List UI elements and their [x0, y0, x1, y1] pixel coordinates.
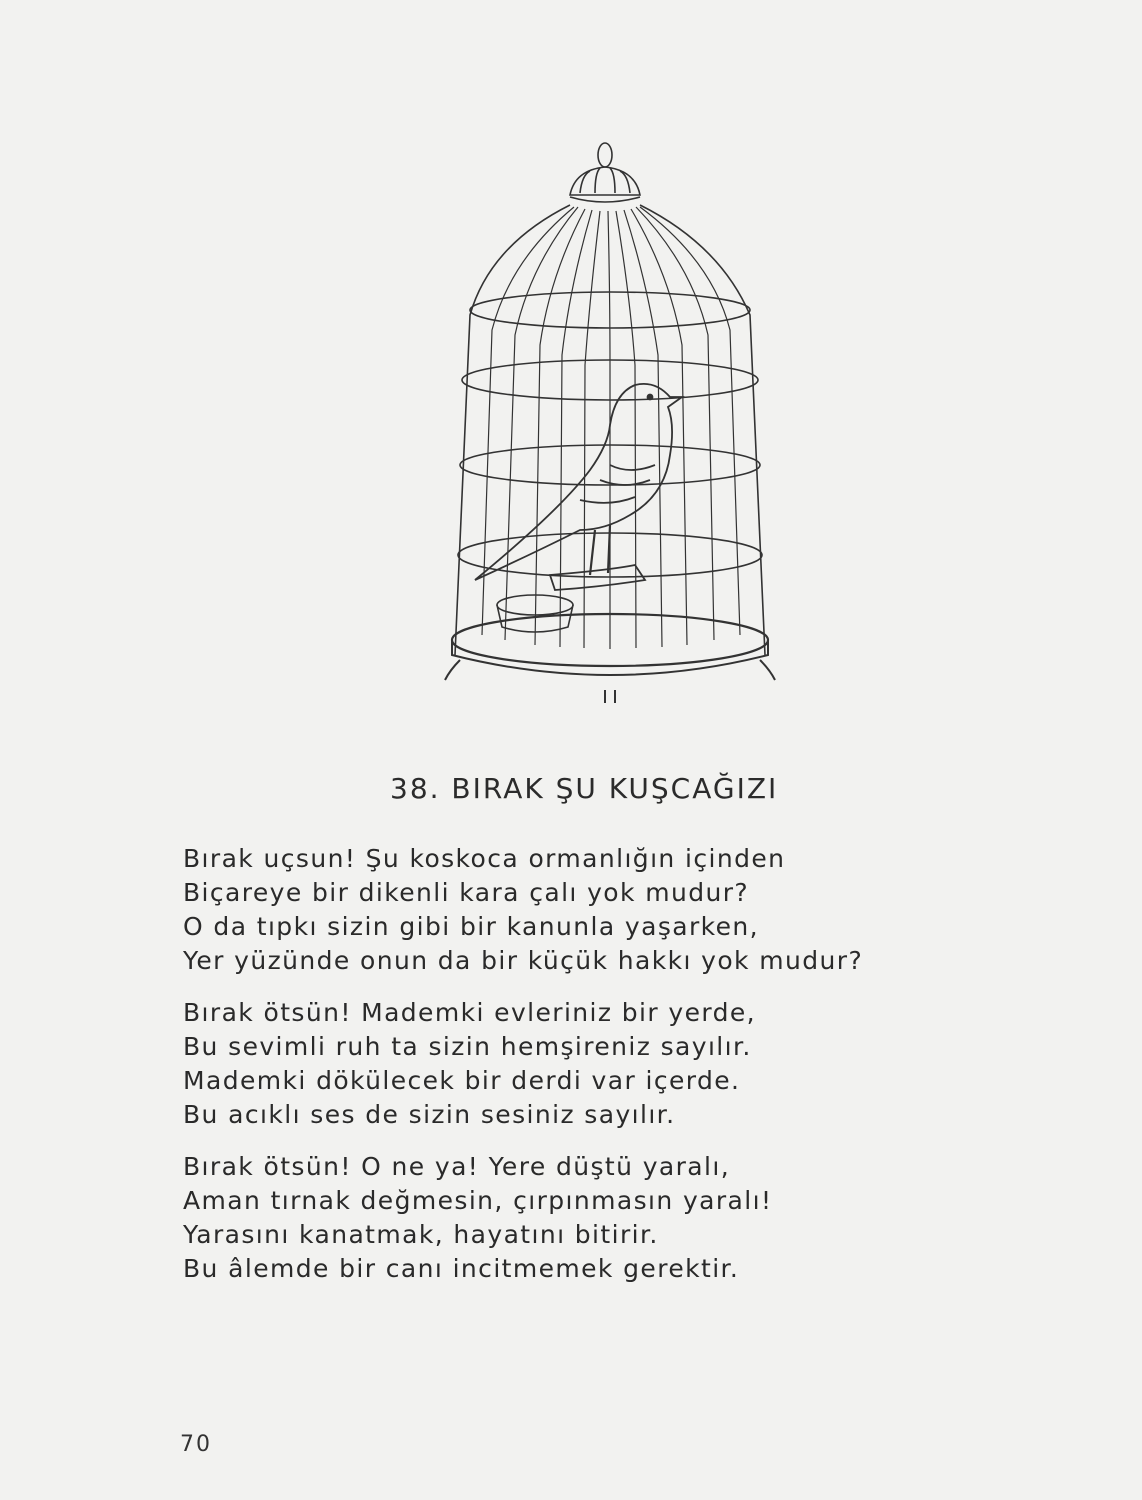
poem-line: Bırak uçsun! Şu koskoca ormanlığın içinden — [183, 844, 786, 873]
poem-line: Aman tırnak değmesin, çırpınmasın yaralı! — [183, 1186, 773, 1215]
poem-line: Bu âlemde bir canı incitmemek gerektir. — [183, 1254, 740, 1283]
poem-line: Bırak ötsün! O ne ya! Yere düştü yaralı, — [183, 1152, 731, 1181]
poem-line: Mademki dökülecek bir derdi var içerde. — [183, 1066, 741, 1095]
stanza — [183, 842, 1083, 978]
poem-line: Bu sevimli ruh ta sizin hemşireniz sayılır. — [183, 1032, 752, 1061]
poem-title: 38. BIRAK ŞU KUŞCAĞIZI — [390, 772, 779, 805]
poem-line: Yer yüzünde onun da bir küçük hakkı yok mudur? — [183, 946, 864, 975]
poem-line: Yarasını kanatmak, hayatını bitirir. — [183, 1220, 659, 1249]
stanza — [183, 1150, 1083, 1286]
birdcage-illustration — [430, 135, 790, 705]
poem-line: Biçareye bir dikenli kara çalı yok mudur? — [183, 878, 750, 907]
poem-line: Bu acıklı ses de sizin sesiniz sayılır. — [183, 1100, 676, 1129]
poem-line: O da tıpkı sizin gibi bir kanunla yaşarken, — [183, 912, 759, 941]
poem-line: Bırak ötsün! Mademki evleriniz bir yerde, — [183, 998, 757, 1027]
poem-body — [183, 842, 1083, 1304]
page-number: 70 — [180, 1432, 212, 1457]
stanza — [183, 996, 1083, 1132]
